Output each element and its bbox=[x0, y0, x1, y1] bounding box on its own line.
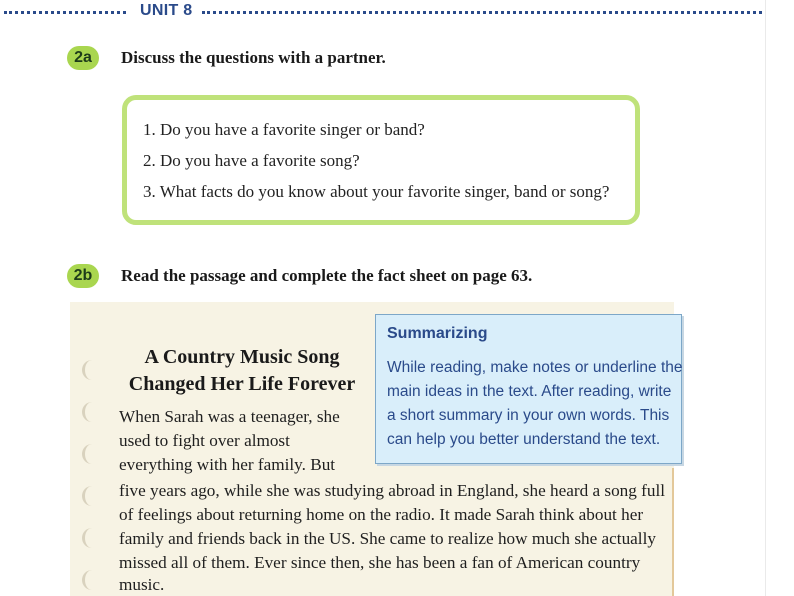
tip-line: a short summary in your own words. This bbox=[387, 407, 670, 424]
passage-title-line-1: A Country Music Song bbox=[144, 346, 340, 368]
header-dotted-rule-right bbox=[202, 11, 768, 14]
unit-title: UNIT 8 bbox=[140, 2, 193, 19]
tip-line: can help you better understand the text. bbox=[387, 431, 661, 448]
binder-hole-mark bbox=[82, 570, 101, 590]
section-badge-2b: 2b bbox=[67, 264, 99, 288]
passage-line: When Sarah was a teenager, she bbox=[119, 407, 340, 426]
passage-line: five years ago, while she was studying abroad in England, she heard a song full bbox=[119, 481, 666, 500]
binder-hole-mark bbox=[82, 402, 101, 422]
question-3: 3. What facts do you know about your favorite singer, band or song? bbox=[143, 182, 610, 201]
passage-line: used to fight over almost bbox=[119, 431, 290, 450]
reading-margin-rule bbox=[672, 468, 674, 596]
page-edge bbox=[765, 0, 794, 596]
summarizing-tip-box bbox=[375, 314, 682, 464]
discussion-questions-box bbox=[122, 95, 640, 225]
passage-title bbox=[118, 344, 366, 398]
instruction-2a: Discuss the questions with a partner. bbox=[121, 48, 386, 67]
binder-hole-mark bbox=[82, 444, 101, 464]
binder-hole-mark bbox=[82, 528, 101, 548]
header-dotted-rule-left bbox=[4, 11, 126, 14]
binder-hole-mark bbox=[82, 360, 101, 380]
passage-line: music. bbox=[119, 575, 165, 594]
instruction-2b: Read the passage and complete the fact sheet on page 63. bbox=[121, 266, 533, 285]
tip-line: While reading, make notes or underline the bbox=[387, 359, 683, 376]
question-2: 2. Do you have a favorite song? bbox=[143, 151, 360, 170]
passage-line: missed all of them. Ever since then, she has been a fan of American country bbox=[119, 553, 641, 572]
passage-title-line-2: Changed Her Life Forever bbox=[128, 373, 356, 395]
passage-line: of feelings about returning home on the radio. It made Sarah think about her bbox=[119, 505, 644, 524]
section-badge-2a: 2a bbox=[67, 46, 99, 70]
binder-hole-mark bbox=[82, 486, 101, 506]
unit-header bbox=[0, 0, 770, 26]
question-1: 1. Do you have a favorite singer or band? bbox=[143, 120, 425, 139]
passage-line: everything with her family. But bbox=[119, 455, 336, 474]
passage-line: family and friends back in the US. She came to realize how much she actually bbox=[119, 529, 656, 548]
tip-title: Summarizing bbox=[387, 325, 488, 342]
tip-line: main ideas in the text. After reading, write bbox=[387, 383, 672, 400]
